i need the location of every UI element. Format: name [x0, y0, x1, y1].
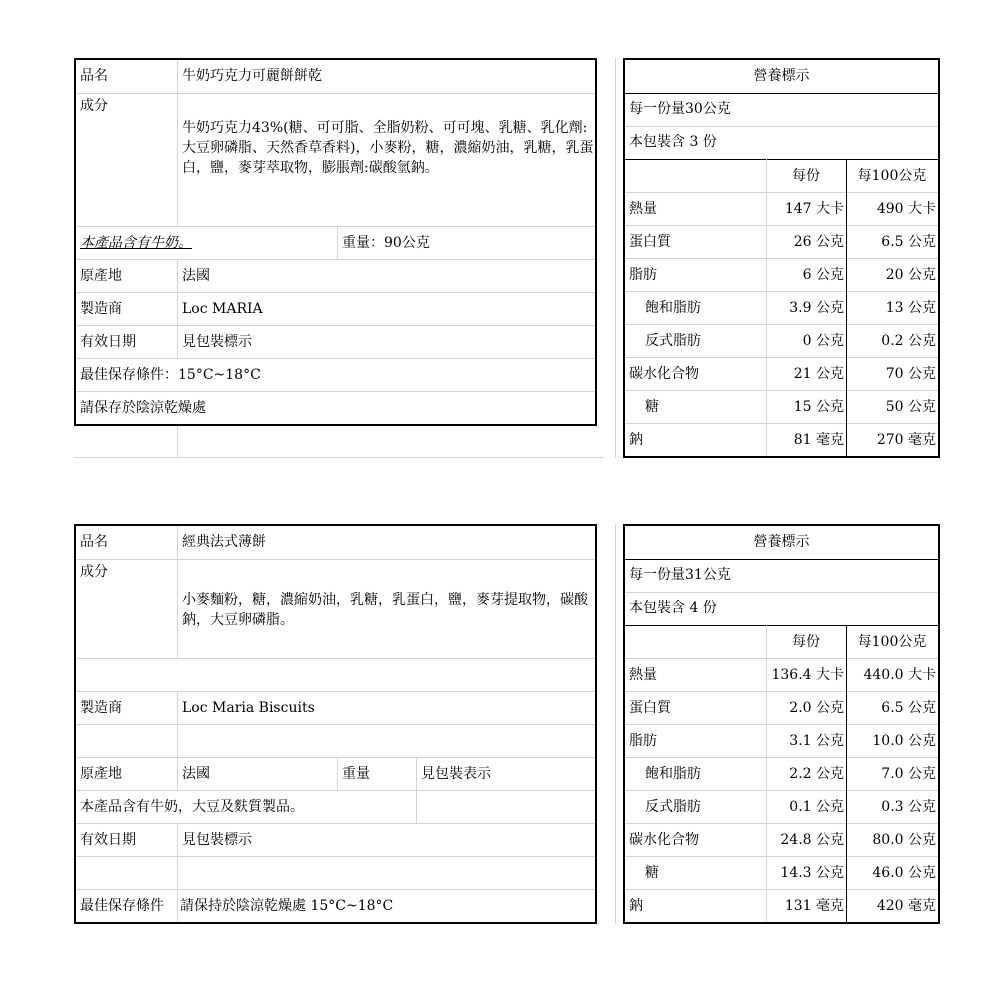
n2-title: 營養標示: [753, 534, 810, 550]
n1-row-per100: 70 公克: [885, 366, 936, 382]
n2-row-label: 熱量: [629, 667, 657, 683]
p2-name-value: 經典法式薄餅: [182, 534, 266, 550]
n2-row-per: 131 毫克: [784, 898, 844, 914]
n1-row-per: 0 公克: [802, 333, 844, 349]
p1-allergen-note: 本產品含有牛奶。: [80, 235, 192, 251]
n1-row-per: 15 公克: [793, 399, 844, 415]
n2-row-per100: 440.0 大卡: [863, 667, 936, 683]
product2-info-table: [74, 524, 597, 924]
n2-row-per100: 80.0 公克: [872, 832, 936, 848]
n1-row-per100: 20 公克: [885, 267, 936, 283]
nutrition2-table: [623, 524, 940, 924]
p2-storage-value: 請保持於陰涼乾燥處 15°C~18°C: [180, 898, 394, 914]
n1-col-per-serving: 每份: [792, 168, 820, 184]
p1-name-value: 牛奶巧克力可麗餅餅乾: [182, 68, 322, 84]
n1-row-per: 147 大卡: [784, 201, 844, 217]
n2-row-per100: 0.3 公克: [881, 799, 936, 815]
p2-expiry-value: 見包裝標示: [182, 832, 252, 848]
n2-col-per-100: 每100公克: [857, 634, 927, 650]
n1-serving-size: 每一份量30公克: [629, 101, 731, 117]
n2-row-per100: 10.0 公克: [872, 733, 936, 749]
p2-ingredients-label: 成分: [80, 564, 108, 580]
n1-row-per: 21 公克: [793, 366, 844, 382]
p1-origin-label: 原產地: [80, 268, 122, 284]
n1-col-per-100: 每100公克: [857, 168, 927, 184]
p2-name-label: 品名: [80, 534, 108, 550]
n1-row-per: 6 公克: [802, 267, 844, 283]
p1-name-label: 品名: [80, 68, 108, 84]
n2-row-per: 24.8 公克: [780, 832, 844, 848]
n2-row-label: 碳水化合物: [629, 832, 699, 848]
n1-row-per: 3.9 公克: [789, 300, 844, 316]
p2-origin-label: 原產地: [80, 766, 122, 782]
n2-row-per100: 46.0 公克: [872, 865, 936, 881]
p1-maker-label: 製造商: [80, 301, 122, 317]
n1-servings: 本包裝含 3 份: [629, 134, 717, 150]
n2-row-label: 鈉: [629, 898, 643, 914]
product1-info-table: [74, 58, 597, 426]
n2-row-label: 飽和脂肪: [645, 766, 701, 782]
n2-row-label: 脂肪: [629, 733, 657, 749]
p1-origin-value: 法國: [182, 268, 210, 284]
n1-row-label: 熱量: [629, 201, 657, 217]
n2-row-per: 136.4 大卡: [771, 667, 844, 683]
n2-row-label: 反式脂肪: [645, 799, 701, 815]
n1-row-label: 碳水化合物: [629, 366, 699, 382]
p2-allergen-note: 本產品含有牛奶，大豆及麩質製品。: [80, 799, 304, 815]
n2-row-per: 0.1 公克: [789, 799, 844, 815]
p1-weight: 重量：90公克: [342, 235, 430, 251]
n2-col-per-serving: 每份: [792, 634, 820, 650]
n2-serving-size: 每一份量31公克: [629, 567, 731, 583]
p2-weight-value: 見包裝表示: [421, 766, 491, 782]
n1-row-per100: 0.2 公克: [881, 333, 936, 349]
nutrition1-table: [623, 58, 940, 458]
n1-title: 營養標示: [753, 68, 810, 84]
n2-row-label: 蛋白質: [629, 700, 671, 716]
n2-row-label: 糖: [645, 865, 659, 881]
p1-ingredients-label: 成分: [80, 98, 108, 114]
n1-row-label: 蛋白質: [629, 234, 671, 250]
p1-ingredients-value: 牛奶巧克力43%(糖、可可脂、全脂奶粉、可可塊、乳糖、乳化劑:大豆卵磷脂、天然香草香料)，小麥粉，糖，濃縮奶油，乳糖，乳蛋白，鹽，麥芽萃取物，膨脹劑:碳酸氫鈉。: [182, 120, 594, 176]
n1-row-per100: 270 毫克: [876, 432, 936, 448]
n1-row-label: 飽和脂肪: [645, 300, 701, 316]
n1-row-label: 脂肪: [629, 267, 657, 283]
p1-maker-value: Loc MARIA: [182, 301, 263, 317]
p2-weight-label: 重量: [342, 766, 370, 782]
n2-servings: 本包裝含 4 份: [629, 600, 717, 616]
n1-row-per: 26 公克: [793, 234, 844, 250]
n2-row-per100: 6.5 公克: [881, 700, 936, 716]
n2-row-per100: 7.0 公克: [881, 766, 936, 782]
p2-maker-label: 製造商: [80, 700, 122, 716]
n2-row-per: 14.3 公克: [780, 865, 844, 881]
p2-expiry-label: 有效日期: [80, 832, 136, 848]
n1-row-per100: 6.5 公克: [881, 234, 936, 250]
n2-row-per: 3.1 公克: [789, 733, 844, 749]
p1-storage-temp: 最佳保存條件：15°C~18°C: [80, 367, 261, 383]
p1-expiry-value: 見包裝標示: [182, 334, 252, 350]
p1-expiry-label: 有效日期: [80, 334, 136, 350]
p2-ingredients-value: 小麥麵粉，糖，濃縮奶油，乳糖，乳蛋白，鹽，麥芽提取物，碳酸鈉，大豆卵磷脂。: [182, 592, 588, 628]
n1-row-per100: 50 公克: [885, 399, 936, 415]
n1-row-per100: 490 大卡: [876, 201, 936, 217]
n2-row-per: 2.2 公克: [789, 766, 844, 782]
p2-storage-label: 最佳保存條件: [80, 898, 164, 914]
p1-storage-note: 請保存於陰涼乾燥處: [80, 400, 206, 416]
n1-row-per100: 13 公克: [885, 300, 936, 316]
n1-row-label: 糖: [645, 399, 659, 415]
p2-origin-value: 法國: [182, 766, 210, 782]
n2-row-per: 2.0 公克: [789, 700, 844, 716]
p2-maker-value: Loc Maria Biscuits: [182, 700, 315, 716]
n2-row-per100: 420 毫克: [876, 898, 936, 914]
n1-row-label: 反式脂肪: [645, 333, 701, 349]
n1-row-per: 81 毫克: [793, 432, 844, 448]
n1-row-label: 鈉: [629, 432, 643, 448]
